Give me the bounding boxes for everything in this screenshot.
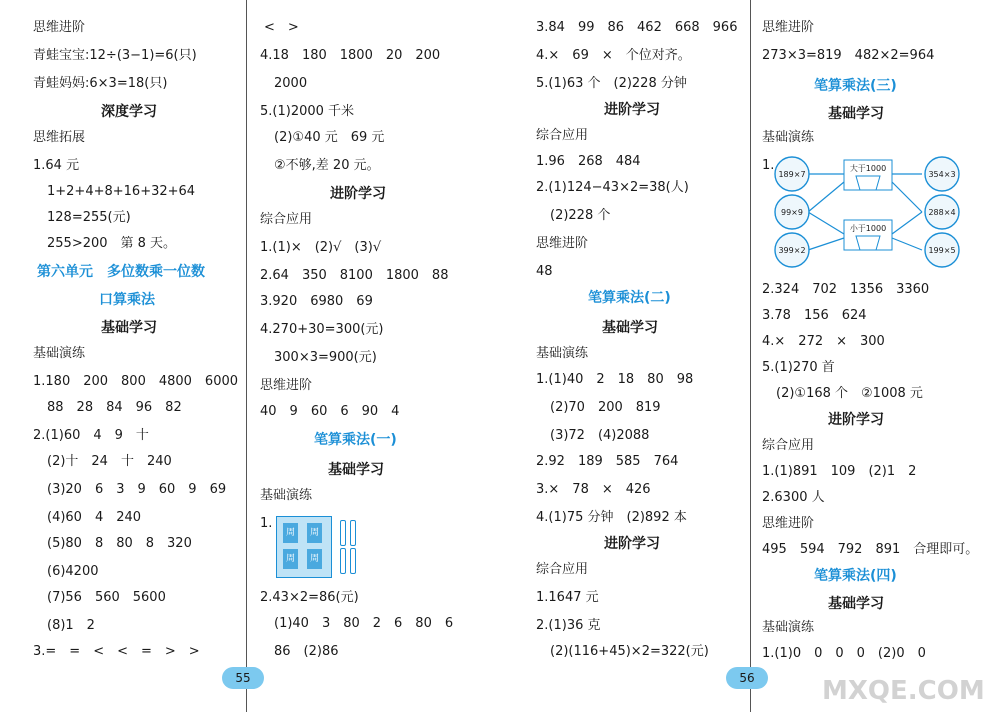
answer-line: 3.78 156 624 [762,308,867,323]
stick [350,548,356,574]
answer-line: 思维拓展 [33,130,86,145]
card: 周 [307,523,322,543]
answer-line: 1.96 268 484 [536,154,641,169]
section-heading: 基础学习 [328,462,384,478]
ball-left-1 [775,157,809,191]
ball-right-1 [925,157,959,191]
answer-line: 2.324 702 1356 3360 [762,282,930,297]
answer-line: 综合应用 [762,438,815,453]
ball-label: 399×2 [778,246,806,255]
answer-line: 48 [536,264,553,279]
answer-line: 综合应用 [260,212,313,227]
section-heading: 进阶学习 [604,536,660,552]
answer-line: 2.(1)124−43×2=38(人) [536,180,689,195]
stick [340,520,346,546]
ball-right-2 [925,195,959,229]
page-number-left: 55 [222,667,264,689]
section-title: 笔算乘法(三) [814,78,897,94]
answer-line: 4.(1)75 分钟 (2)892 本 [536,510,687,525]
answer-line: 青蛙妈妈:6×3=18(只) [33,76,168,91]
basketball-diagram [772,154,964,274]
answer-line: (4)60 4 240 [47,510,142,525]
stick [350,520,356,546]
section-heading: 进阶学习 [828,412,884,428]
answer-line: 1.180 200 800 4800 6000 [33,374,239,389]
answer-line: 1.1647 元 [536,590,599,605]
section-title: 笔算乘法(一) [314,432,397,448]
answer-line: 思维进阶 [762,20,815,35]
ball-label: 189×7 [778,170,806,179]
stick [340,548,346,574]
answer-line: 495 594 792 891 合理即可。 [762,542,979,557]
answer-line: 4.270+30=300(元) [260,322,384,337]
answer-line: 1.(1)× (2)√ (3)√ [260,240,382,255]
answer-line: 1.(1)40 2 18 80 98 [536,372,694,387]
answer-line: (5)80 8 80 8 320 [47,536,192,551]
answer-line: ②不够,差 20 元。 [274,158,380,173]
section-heading: 进阶学习 [604,102,660,118]
answer-line: 基础演练 [536,346,589,361]
answer-line: (2)228 个 [550,208,611,223]
answer-line: 3.84 99 86 462 668 966 [536,20,738,35]
answer-line: (8)1 2 [47,618,95,633]
answer-line: 1+2+4+8+16+32+64 [47,184,196,199]
card-illustration [276,516,332,578]
answer-line: 1.(1)891 109 (2)1 2 [762,464,917,479]
answer-line: 青蛙宝宝:12÷(3−1)=6(只) [33,48,197,63]
answer-line: 2000 [274,76,308,91]
answer-line: (3)72 (4)2088 [550,428,650,443]
section-heading: 基础学习 [828,106,884,122]
answer-line: 255>200 第 8 天。 [47,236,177,251]
answer-line: 综合应用 [536,562,589,577]
answer-line: 1.(1)0 0 0 0 (2)0 0 [762,646,926,661]
answer-line: 1.64 元 [33,158,80,173]
page-number-right: 56 [726,667,768,689]
hoop-bottom-label: 小于1000 [849,224,887,233]
answer-line: (7)56 560 5600 [47,590,166,605]
answer-line: 5.(1)2000 千米 [260,104,355,119]
answer-line: (2)十 24 十 240 [47,454,172,469]
section-heading: 进阶学习 [330,186,386,202]
stick-group [340,520,360,572]
column-divider-2 [750,0,751,712]
answer-line: 基础演练 [762,620,815,635]
answer-line: (2)①40 元 69 元 [274,130,385,145]
answer-line: 1. [762,158,775,173]
card: 周 [307,549,322,569]
answer-line: (2)70 200 819 [550,400,661,415]
ball-left-2 [775,195,809,229]
answer-line: 86 (2)86 [274,644,339,659]
answer-line: 5.(1)270 首 [762,360,835,375]
answer-line: 40 9 60 6 90 4 [260,404,400,419]
section-heading: 基础学习 [828,596,884,612]
answer-line: 2.(1)36 克 [536,618,601,633]
answer-line: 128=255(元) [47,210,131,225]
answer-line: 2.92 189 585 764 [536,454,679,469]
answer-line: (1)40 3 80 2 6 80 6 [274,616,454,631]
answer-line: (3)20 6 3 9 60 9 69 [47,482,227,497]
answer-line: 273×3=819 482×2=964 [762,48,935,63]
section-heading: 深度学习 [101,104,157,120]
answer-line: 思维进阶 [260,378,313,393]
watermark: MXQE.COM [822,676,985,706]
ball-label: 354×3 [928,170,956,179]
section-title: 笔算乘法(四) [814,568,897,584]
answer-line: 3.× 78 × 426 [536,482,651,497]
hoop-top [844,160,892,190]
section-title: 笔算乘法(二) [588,290,671,306]
column-divider-1 [246,0,247,712]
answer-line: 2.43×2=86(元) [260,590,359,605]
answer-line: 5.(1)63 个 (2)228 分钟 [536,76,687,91]
answer-line: 综合应用 [536,128,589,143]
answer-line: 思维进阶 [33,20,86,35]
hoop-top-label: 大于1000 [849,164,887,173]
ball-right-3 [925,233,959,267]
answer-line: 3.920 6980 69 [260,294,373,309]
answer-line: 2.64 350 8100 1800 88 [260,268,449,283]
card: 周 [283,523,298,543]
answer-line: < > [264,20,299,35]
hoop-bottom [844,220,892,250]
answer-line: 1. [260,516,273,531]
answer-line: 4.18 180 1800 20 200 [260,48,441,63]
answer-line: 300×3=900(元) [274,350,377,365]
answer-line: 基础演练 [33,346,86,361]
answer-line: 2.6300 人 [762,490,825,505]
answer-line: 基础演练 [762,130,815,145]
answer-line: 4.× 69 × 个位对齐。 [536,48,691,63]
answer-line: 3.= = < < = > > [33,644,200,659]
answer-line: (6)4200 [47,564,99,579]
ball-label: 199×5 [928,246,956,255]
answer-line: (2)(116+45)×2=322(元) [550,644,709,659]
answer-line: (2)①168 个 ②1008 元 [776,386,923,401]
answer-line: 思维进阶 [536,236,589,251]
section-title: 第六单元 多位数乘一位数 [37,264,205,280]
section-heading: 基础学习 [101,320,157,336]
card: 周 [283,549,298,569]
answer-line: 基础演练 [260,488,313,503]
section-heading: 基础学习 [602,320,658,336]
answer-line: 4.× 272 × 300 [762,334,885,349]
ball-left-3 [775,233,809,267]
answer-line: 88 28 84 96 82 [47,400,182,415]
answer-line: 2.(1)60 4 9 十 [33,428,149,443]
answer-line: 思维进阶 [762,516,815,531]
ball-label: 288×4 [928,208,956,217]
ball-label: 99×9 [781,208,803,217]
section-title: 口算乘法 [99,292,155,308]
